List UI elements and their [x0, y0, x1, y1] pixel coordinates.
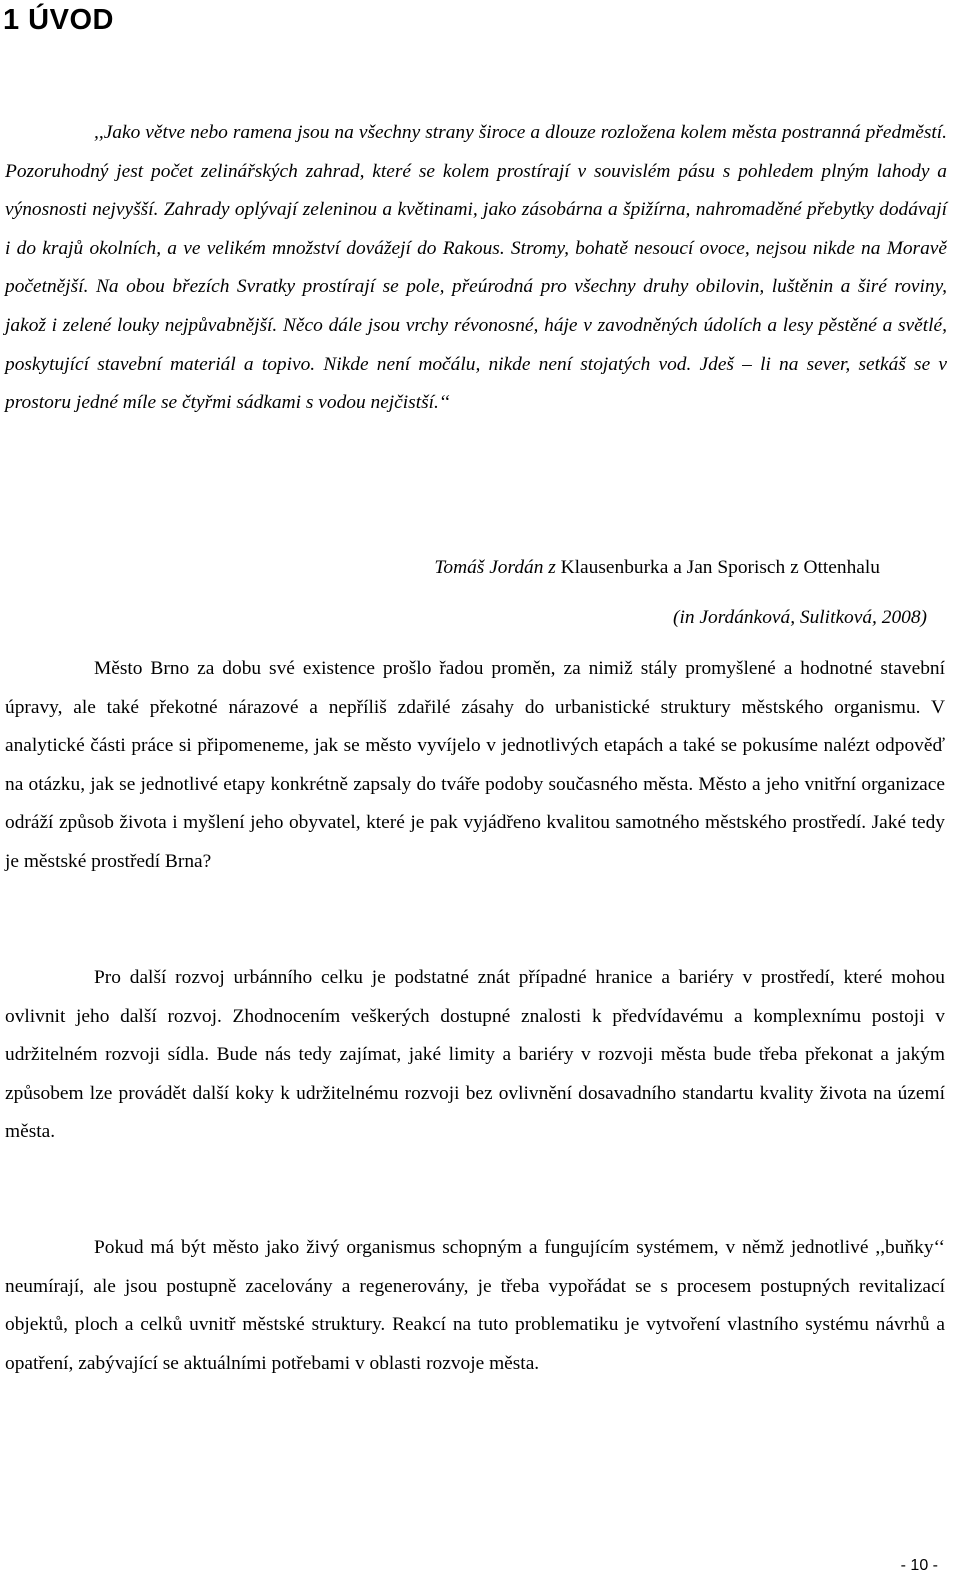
chapter-heading: 1 ÚVOD: [3, 4, 114, 36]
body-paragraph-2: Pro další rozvoj urbánního celku je podstatné znát případné hranice a bariéry v prostředí, které mohou ovlivnit jeho další rozvoj. Zhodnocením veškerých dostupné znalosti k předvídavému a komplexnímu postoji v udržitelném rozvoji sídla. Bude nás tedy zajímat, jaké limity a bariéry v rozvoji města bude třeba překonat a jakým způsobem lze provádět další koky k udržitelnému rozvoji bez ovlivnění dosavadního standartu kvality života na území města.: [5, 967, 945, 1143]
attribution-city: Klausenburka a: [555, 557, 687, 578]
quote-citation: (in Jordánková, Sulitková, 2008): [673, 607, 927, 628]
page-number: - 10 -: [900, 1557, 938, 1574]
body-paragraph-3: Pokud má být město jako živý organismus schopným a fungujícím systémem, v němž jednotlivé ,,buňky‘‘ neumírají, ale jsou postupně zacelovány a regenerovány, je třeba vypořádat se s procesem postupných revitalizací objektů, ploch a celků uvnitř městské struktury. Reakcí na tuto problematiku je vytvoření vlastního systému návrhů a opatření, zabývající se aktuálními potřebami v oblasti rozvoje města.: [5, 1237, 945, 1374]
quote-attribution: [0, 553, 880, 583]
epigraph-quote: ,,Jako větve nebo ramena jsou na všechny strany široce a dlouze rozložena kolem města postranná předměstí. Pozoruhodný jest počet zelinářských zahrad, které se kolem prostírají v souvislém pásu s pohledem plným lahody a výnosnosti nejvyšší. Zahrady oplývají zeleninou a květinami, jako zásobárna a špižírna, nahromaděné přebytky dodávají i do krajů okolních, a ve velikém množství dovážejí do Rakous. Stromy, bohatě nesoucí ovoce, nejsou nikde na Moravě početnější. Na obou březích Svratky prostírají se pole, přeúrodná pro všechny druhy obilovin, luštěnin a širé roviny, jakož i zelené louky nejpůvabnější. Něco dále jsou vrchy révonosné, háje v zavodněných údolích a lesy pěstěné a světlé, poskytující stavební materiál a topivo. Nikde není močálu, nikde není stojatých vod. Jdeš – li na sever, setkáš se v prostoru jedné míle se čtyřmi sádkami s vodou nejčistší.‘‘: [5, 122, 947, 414]
attribution-author-1: Tomáš Jordán z: [434, 557, 556, 578]
body-paragraph-1: Město Brno za dobu své existence prošlo řadou proměn, za nimiž stály promyšlené a hodnotné stavební úpravy, ale také překotné nárazové a nepříliš zdařilé zásahy do urbanistické struktury městského organismu. V analytické části práce si připomeneme, jak se město vyvíjelo v jednotlivých etapách a také se pokusíme nalézt odpověď na otázku, jak se jednotlivé etapy konkrétně zapsaly do tváře podoby současného města. Město a jeho vnitřní organizace odráží způsob života i myšlení jeho obyvatel, které je pak vyjádřeno kvalitou samotného městského prostředí. Jaké tedy je městské prostředí Brna?: [5, 658, 945, 872]
attribution-author-2: Jan Sporisch z Ottenhalu: [686, 557, 880, 578]
